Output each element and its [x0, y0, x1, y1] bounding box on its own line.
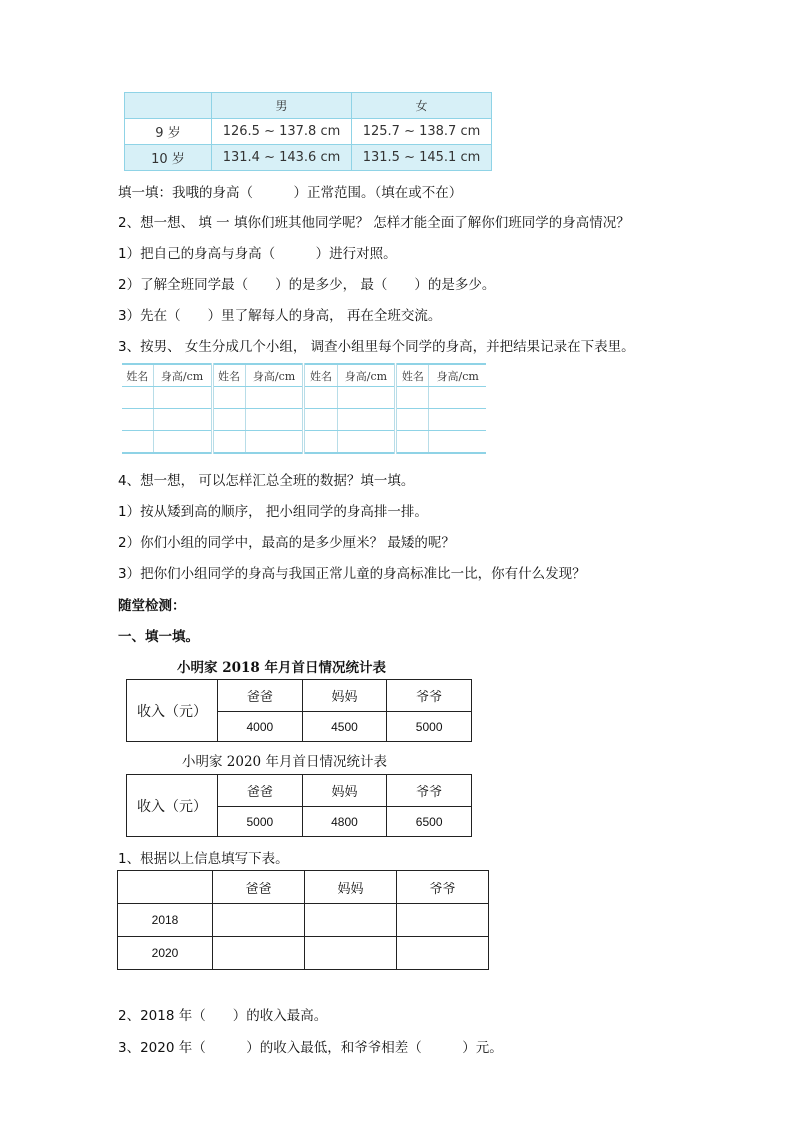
table-2018-value-grandpa: 5000 [387, 712, 472, 742]
table-2020-header-dad: 爸爸 [218, 775, 303, 807]
section-title: 随堂检测： [118, 598, 186, 614]
table-2020-value-grandpa: 6500 [387, 807, 472, 837]
fill-header-dad: 爸爸 [213, 871, 305, 904]
fill-header-grandpa: 爷爷 [397, 871, 489, 904]
record-cell[interactable] [245, 409, 304, 431]
record-header-height: 身高/cm [429, 364, 486, 387]
fill-header-blank [118, 871, 213, 904]
question-4: 4、想一想， 可以怎样汇总全班的数据？填一填。 [118, 473, 415, 489]
record-cell[interactable] [212, 431, 245, 454]
question-4-item-1: 1）按从矮到高的顺序， 把小组同学的身高排一排。 [118, 504, 428, 520]
fill-blank-height: 填一填：我哦的身高（ ）正常范围。（填在或不在） [118, 185, 463, 201]
record-cell[interactable] [304, 431, 337, 454]
question-4-item-3: 3）把你们小组同学的身高与我国正常儿童的身高标准比一比，你有什么发现？ [118, 566, 586, 582]
record-cell[interactable] [337, 431, 396, 454]
record-header-name: 姓名 [304, 364, 337, 387]
question-2-item-2: 2）了解全班同学最（ ）的是多少， 最（ ）的是多少。 [118, 277, 496, 293]
table-2020-row-label: 收入（元） [127, 775, 218, 837]
ref-female-9: 125.7 ~ 138.7 cm [352, 119, 492, 145]
record-cell[interactable] [429, 387, 486, 409]
part-1-title: 一、填一填。 [118, 629, 199, 645]
record-cell[interactable] [153, 431, 212, 454]
record-cell[interactable] [153, 387, 212, 409]
record-cell[interactable] [122, 431, 153, 454]
record-header-height: 身高/cm [337, 364, 396, 387]
table-2020-header-grandpa: 爷爷 [387, 775, 472, 807]
record-cell[interactable] [396, 431, 429, 454]
ref-female-10: 131.5 ~ 145.1 cm [352, 145, 492, 171]
table-2020-caption: 小明家 2020 年月首日情况统计表 [182, 754, 387, 770]
question-2: 2、想一想、 填 一 填你们班其他同学呢？ 怎样才能全面了解你们班同学的身高情况？ [118, 215, 630, 231]
table-2018-header-dad: 爸爸 [218, 680, 303, 712]
record-row [122, 409, 486, 431]
fill-row-2018: 2018 [118, 904, 213, 937]
table-2018-value-mom: 4500 [302, 712, 387, 742]
fill-cell[interactable] [213, 937, 305, 970]
record-cell[interactable] [304, 409, 337, 431]
table-2020-header-mom: 妈妈 [302, 775, 387, 807]
table-2020-value-dad: 5000 [218, 807, 303, 837]
record-header-name: 姓名 [212, 364, 245, 387]
record-row [122, 431, 486, 454]
fill-cell[interactable] [397, 937, 489, 970]
ref-male-9: 126.5 ~ 137.8 cm [212, 119, 352, 145]
record-cell[interactable] [122, 387, 153, 409]
height-reference-table [124, 92, 492, 171]
ref-male-10: 131.4 ~ 143.6 cm [212, 145, 352, 171]
record-cell[interactable] [212, 409, 245, 431]
table-2018-row-label: 收入（元） [127, 680, 218, 742]
fill-row-2020: 2020 [118, 937, 213, 970]
record-cell[interactable] [337, 387, 396, 409]
record-cell[interactable] [396, 387, 429, 409]
record-cell[interactable] [245, 387, 304, 409]
record-cell[interactable] [212, 387, 245, 409]
record-cell[interactable] [396, 409, 429, 431]
question-4-item-2: 2）你们小组的同学中，最高的是多少厘米？ 最矮的呢？ [118, 535, 455, 551]
fill-in-table [117, 870, 489, 970]
record-header-name: 姓名 [396, 364, 429, 387]
record-cell[interactable] [429, 409, 486, 431]
table-2020-value-mom: 4800 [302, 807, 387, 837]
height-record-table [122, 363, 486, 454]
table-2018-caption: 小明家 2018 年月首日情况统计表 [177, 660, 386, 676]
fill-cell[interactable] [305, 937, 397, 970]
fill-cell[interactable] [397, 904, 489, 937]
table-2018-value-dad: 4000 [218, 712, 303, 742]
ref-age-9: 9 岁 [125, 119, 212, 145]
ref-header-male: 男 [212, 93, 352, 119]
ref-age-10: 10 岁 [125, 145, 212, 171]
fill-header-mom: 妈妈 [305, 871, 397, 904]
income-table-2020 [126, 774, 472, 837]
problem-3: 3、2020 年（ ）的收入最低，和爷爷相差（ ）元。 [118, 1040, 503, 1056]
table-2018-header-grandpa: 爷爷 [387, 680, 472, 712]
record-header-height: 身高/cm [153, 364, 212, 387]
ref-header-blank [125, 93, 212, 119]
record-cell[interactable] [429, 431, 486, 454]
record-cell[interactable] [122, 409, 153, 431]
ref-header-female: 女 [352, 93, 492, 119]
question-2-item-3: 3）先在（ ）里了解每人的身高， 再在全班交流。 [118, 308, 442, 324]
question-2-item-1: 1）把自己的身高与身高（ ）进行对照。 [118, 246, 397, 262]
problem-1: 1、根据以上信息填写下表。 [118, 851, 289, 867]
table-2018-header-mom: 妈妈 [302, 680, 387, 712]
record-cell[interactable] [337, 409, 396, 431]
problem-2: 2、2018 年（ ）的收入最高。 [118, 1008, 328, 1024]
fill-cell[interactable] [213, 904, 305, 937]
income-table-2018 [126, 679, 472, 742]
record-cell[interactable] [153, 409, 212, 431]
question-3: 3、按男、 女生分成几个小组， 调查小组里每个同学的身高，并把结果记录在下表里。 [118, 339, 635, 355]
record-cell[interactable] [304, 387, 337, 409]
record-row [122, 387, 486, 409]
record-header-name: 姓名 [122, 364, 153, 387]
record-cell[interactable] [245, 431, 304, 454]
fill-cell[interactable] [305, 904, 397, 937]
record-header-height: 身高/cm [245, 364, 304, 387]
